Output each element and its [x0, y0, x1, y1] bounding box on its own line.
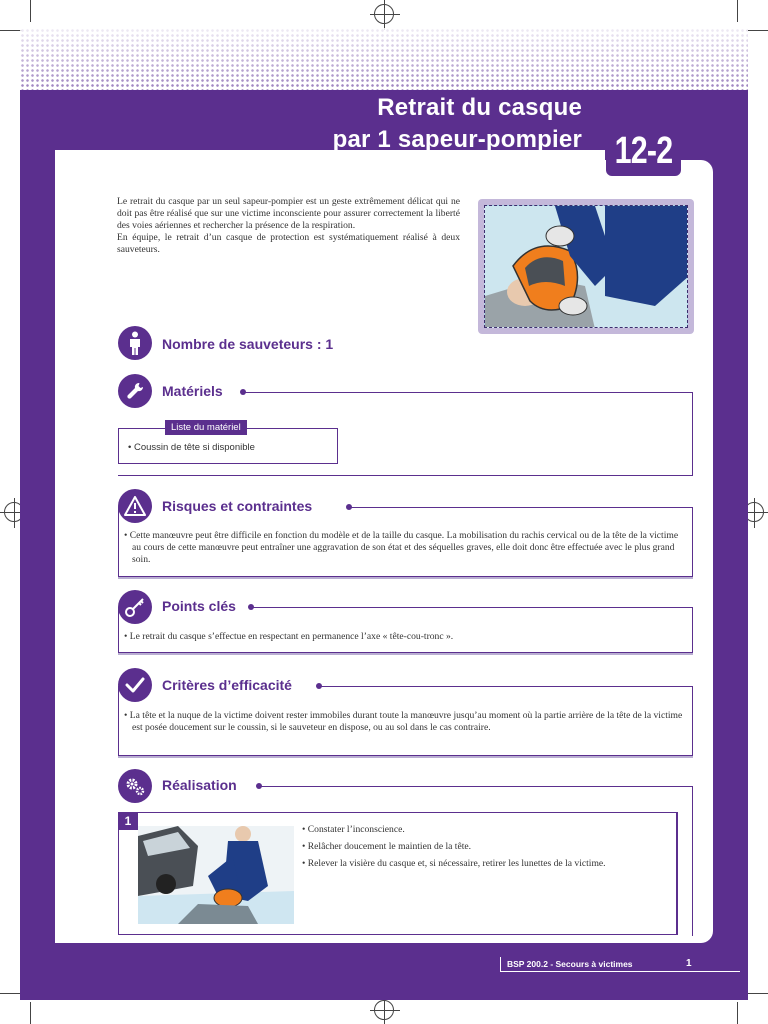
title-line-2: par 1 sapeur-pompier: [332, 126, 582, 153]
materials-item: • Coussin de tête si disponible: [128, 442, 255, 453]
step-item-text: Constater l’inconscience.: [307, 824, 405, 835]
step-instructions: [302, 824, 662, 870]
key-points-box: [118, 607, 693, 653]
footer-rule: [500, 971, 740, 972]
step-item: • Relâcher doucement le maintien de la tête.: [302, 841, 472, 852]
intro-text: [117, 196, 460, 256]
realisation-title: Réalisation: [162, 777, 237, 793]
page-title: [333, 92, 582, 156]
crop-mark: [737, 1002, 738, 1024]
crop-mark: [30, 0, 31, 22]
risks-item-text: Cette manœuvre peut être difficile en fonction du modèle et de la taille du casque. La mobilisation du rachis cervical ou de la tête de la victime au cours de cette manœuvre peut entraîner une aggravation de son état et des séquelles graves, elle doit donc être effectuée avec le plus grand soin.: [129, 530, 679, 565]
box-shadow: [118, 756, 693, 758]
criteria-title: Critères d’efficacité: [162, 677, 292, 693]
rescuers-title: Nombre de sauveteurs : 1: [162, 336, 334, 352]
crop-mark: [746, 993, 768, 994]
registration-mark: [374, 1000, 394, 1020]
crop-mark: [0, 993, 22, 994]
materials-title: Matériels: [162, 383, 223, 399]
materials-item-text: Coussin de tête si disponible: [133, 442, 255, 453]
crop-mark: [0, 30, 22, 31]
step-drawing: [138, 826, 294, 924]
box-shadow: [118, 577, 693, 579]
intro-paragraph: Le retrait du casque par un seul sapeur-pompier est un geste extrêmement délicat qui ne doit pas être réalisé que sur une victime inconsciente pour assurer correctement la liberté des voies aériennes et rechercher la présence de la respiration.: [117, 196, 460, 231]
materials-list-label: Liste du matériel: [165, 420, 247, 435]
illustration-helmet-removal: [484, 205, 688, 328]
crop-mark: [746, 30, 768, 31]
key-points-item: • Le retrait du casque s’effectue en respectant en permanence l’axe « tête-cou-tronc ».: [124, 631, 454, 642]
step-item-text: Relever la visière du casque et, si nécessaire, retirer les lunettes de la victime.: [307, 858, 606, 869]
key-points-title: Points clés: [162, 598, 236, 614]
chapter-number: 12-2: [614, 130, 673, 172]
box-shadow: [118, 653, 693, 655]
criteria-item-text: La tête et la nuque de la victime doivent rester immobiles durant toute la manœuvre jusqu’au moment où la partie arrière de la tête de la victime est posée doucement sur le coussin, si le sauveteur en dispose, ou au sol dans le cas contraire.: [129, 710, 683, 733]
criteria-item: • La tête et la nuque de la victime doivent rester immobiles durant toute la manœuvre jusqu’au moment où la partie arrière de la tête de la victime est posée doucement sur le coussin, si le sauveteur en dispose, ou au sol dans le cas contraire.: [124, 710, 683, 733]
crop-mark: [30, 1002, 31, 1024]
step-illustration: [138, 826, 294, 924]
page-number: 1: [686, 958, 692, 969]
intro-paragraph: En équipe, le retrait d’un casque de protection est systématiquement réalisé à deux sauveteurs.: [117, 232, 460, 255]
step-item: • Relever la visière du casque et, si nécessaire, retirer les lunettes de la victime.: [302, 858, 606, 869]
risks-title: Risques et contraintes: [162, 498, 313, 514]
title-line-1: Retrait du casque: [377, 94, 582, 121]
risks-item: • Cette manœuvre peut être difficile en fonction du modèle et de la taille du casque. La mobilisation du rachis cervical ou de la tête de la victime au cours de cette manœuvre peut entraîner une aggravation de son état et des séquelles graves, elle doit donc être effectuée avec le plus grand soin.: [124, 530, 679, 565]
halftone-fade: [20, 28, 748, 90]
registration-mark: [374, 4, 394, 24]
crop-mark: [737, 0, 738, 22]
step-number: 1: [118, 812, 138, 830]
helmet-removal-drawing: [485, 206, 688, 328]
step-item-text: Relâcher doucement le maintien de la tête.: [307, 841, 472, 852]
footer-reference: BSP 200.2 - Secours à victimes: [500, 957, 639, 971]
person-icon: [118, 326, 152, 360]
key-points-item-text: Le retrait du casque s’effectue en respectant en permanence l’axe « tête-cou-tronc ».: [129, 631, 454, 642]
step-item: • Constater l’inconscience.: [302, 824, 405, 835]
